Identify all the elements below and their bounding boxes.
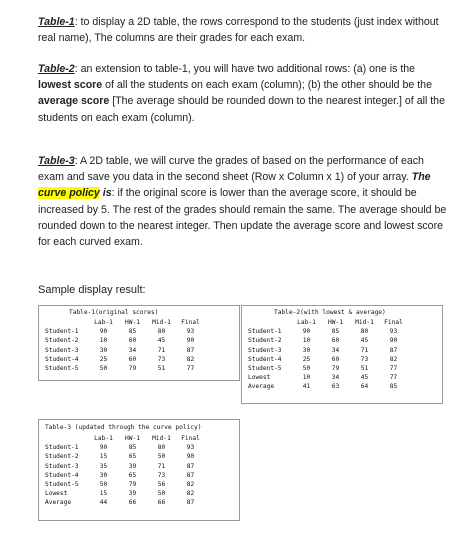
cell: 65 bbox=[128, 471, 137, 479]
row-label: Average bbox=[248, 383, 275, 391]
cell: 60 bbox=[331, 355, 340, 363]
header-cell: HW-1 bbox=[125, 435, 140, 442]
paragraph-table1 bbox=[38, 14, 450, 46]
row-label: Student-5 bbox=[248, 365, 282, 373]
table1-title: Table-1(original scores) bbox=[69, 309, 159, 316]
row-label: Student-3 bbox=[45, 462, 79, 470]
table2-grid bbox=[248, 318, 408, 392]
header-cell: Lab-1 bbox=[297, 319, 316, 326]
table-header-row bbox=[45, 318, 205, 327]
cell: 25 bbox=[302, 355, 311, 363]
bold-average-score: average score bbox=[38, 95, 110, 108]
row-label: Student-2 bbox=[248, 337, 282, 345]
header-cell: Final bbox=[181, 435, 200, 442]
paragraph-text: : to display a 2D table, the rows correspond to the students (just index without real name), The columns are their grades for each exam. bbox=[38, 16, 439, 45]
bold-lowest-score: lowest score bbox=[38, 79, 103, 92]
cell: 87 bbox=[186, 499, 195, 507]
highlight-curve-policy: curve policy bbox=[38, 187, 100, 200]
cell: 79 bbox=[128, 481, 137, 489]
cell: 71 bbox=[157, 346, 166, 354]
bold-is: is bbox=[99, 187, 112, 200]
table1-screenshot bbox=[38, 305, 240, 381]
cell: 50 bbox=[99, 481, 108, 489]
table-row-average bbox=[248, 382, 408, 391]
cell: 45 bbox=[360, 337, 369, 345]
row-label: Student-4 bbox=[248, 355, 282, 363]
cell: 73 bbox=[157, 471, 166, 479]
row-label: Student-4 bbox=[45, 471, 79, 479]
cell: 80 bbox=[157, 328, 166, 336]
cell: 90 bbox=[99, 328, 108, 336]
table-row bbox=[248, 364, 408, 373]
header-cell: Final bbox=[181, 319, 200, 326]
table-row bbox=[45, 443, 205, 452]
cell: 10 bbox=[99, 337, 108, 345]
cell: 85 bbox=[128, 444, 137, 452]
cell: 90 bbox=[186, 453, 195, 461]
table3-grid bbox=[45, 434, 205, 508]
header-cell: Lab-1 bbox=[94, 319, 113, 326]
header-cell: Mid-1 bbox=[152, 319, 171, 326]
row-label: Student-5 bbox=[45, 481, 79, 489]
cell: 60 bbox=[128, 337, 137, 345]
row-label: Student-4 bbox=[45, 355, 79, 363]
cell: 82 bbox=[186, 355, 195, 363]
cell: 90 bbox=[302, 328, 311, 336]
paragraph-table3 bbox=[38, 153, 450, 250]
header-cell bbox=[45, 318, 89, 327]
row-label: Student-1 bbox=[248, 328, 282, 336]
row-label: Student-2 bbox=[45, 453, 79, 461]
cell: 77 bbox=[389, 374, 398, 382]
table3-screenshot bbox=[38, 419, 240, 521]
cell: 60 bbox=[331, 337, 340, 345]
cell: 90 bbox=[389, 337, 398, 345]
cell: 77 bbox=[186, 365, 195, 373]
heading-table2: Table-2 bbox=[38, 63, 75, 75]
cell: 10 bbox=[302, 337, 311, 345]
cell: 82 bbox=[186, 481, 195, 489]
table-row bbox=[45, 336, 205, 345]
paragraph-text: [The average should be rounded down to the nearest integer.] of all the students on each exam (column). bbox=[38, 95, 445, 124]
table-row bbox=[248, 327, 408, 336]
cell: 65 bbox=[128, 453, 137, 461]
cell: 51 bbox=[360, 365, 369, 373]
row-label: Lowest bbox=[45, 490, 68, 498]
cell: 15 bbox=[99, 453, 108, 461]
cell: 34 bbox=[331, 346, 340, 354]
table-row bbox=[248, 336, 408, 345]
paragraph-text: : an extension to table-1, you will have two additional rows: (a) one is the bbox=[74, 63, 416, 75]
cell: 34 bbox=[128, 346, 137, 354]
table-row bbox=[45, 364, 205, 373]
row-label: Student-2 bbox=[45, 337, 79, 345]
cell: 30 bbox=[99, 346, 108, 354]
cell: 93 bbox=[389, 328, 398, 336]
cell: 77 bbox=[389, 365, 398, 373]
cell: 90 bbox=[99, 444, 108, 452]
cell: 44 bbox=[99, 499, 108, 507]
cell: 80 bbox=[157, 444, 166, 452]
table-row bbox=[45, 480, 205, 489]
table-row bbox=[248, 355, 408, 364]
table-row bbox=[45, 452, 205, 461]
cell: 79 bbox=[331, 365, 340, 373]
header-cell bbox=[248, 318, 292, 327]
cell: 64 bbox=[360, 383, 369, 391]
cell: 35 bbox=[99, 462, 108, 470]
cell: 85 bbox=[389, 383, 398, 391]
header-cell: HW-1 bbox=[125, 319, 140, 326]
sample-display-label: Sample display result: bbox=[38, 284, 146, 296]
table-row-lowest bbox=[248, 373, 408, 382]
table3-title: Table-3 (updated through the curve policy) bbox=[45, 424, 202, 431]
paragraph-text: : A 2D table, we will curve the grades of based on the performance of each exam and save you data in the second sheet (Row x Column x 1) of your array. bbox=[38, 155, 424, 184]
cell: 51 bbox=[157, 365, 166, 373]
table-row bbox=[45, 462, 205, 471]
cell: 90 bbox=[186, 337, 195, 345]
row-label: Student-1 bbox=[45, 444, 79, 452]
cell: 87 bbox=[186, 346, 195, 354]
cell: 63 bbox=[331, 383, 340, 391]
cell: 50 bbox=[157, 453, 166, 461]
cell: 39 bbox=[128, 490, 137, 498]
row-label: Student-3 bbox=[248, 346, 282, 354]
cell: 30 bbox=[302, 346, 311, 354]
cell: 45 bbox=[360, 374, 369, 382]
table-header-row bbox=[45, 434, 205, 443]
cell: 73 bbox=[360, 355, 369, 363]
table-row bbox=[45, 355, 205, 364]
paragraph-text: of all the students on each exam (column); (b) the other should be the bbox=[102, 79, 432, 92]
header-cell: HW-1 bbox=[328, 319, 343, 326]
table-row bbox=[45, 327, 205, 336]
table1-grid bbox=[45, 318, 205, 373]
cell: 50 bbox=[99, 365, 108, 373]
cell: 66 bbox=[157, 499, 166, 507]
cell: 71 bbox=[360, 346, 369, 354]
paragraph-table2 bbox=[38, 61, 450, 126]
cell: 87 bbox=[186, 462, 195, 470]
cell: 73 bbox=[157, 355, 166, 363]
cell: 39 bbox=[128, 462, 137, 470]
cell: 30 bbox=[99, 471, 108, 479]
cell: 71 bbox=[157, 462, 166, 470]
header-cell: Final bbox=[384, 319, 403, 326]
cell: 85 bbox=[128, 328, 137, 336]
cell: 50 bbox=[157, 490, 166, 498]
cell: 15 bbox=[99, 490, 108, 498]
cell: 10 bbox=[302, 374, 311, 382]
row-label: Student-5 bbox=[45, 365, 79, 373]
header-cell: Mid-1 bbox=[152, 435, 171, 442]
row-label: Student-1 bbox=[45, 328, 79, 336]
table-row-average bbox=[45, 498, 205, 507]
table-row-lowest bbox=[45, 489, 205, 498]
cell: 45 bbox=[157, 337, 166, 345]
table2-screenshot bbox=[241, 305, 443, 404]
table-row bbox=[45, 471, 205, 480]
cell: 56 bbox=[157, 481, 166, 489]
header-cell: Mid-1 bbox=[355, 319, 374, 326]
cell: 25 bbox=[99, 355, 108, 363]
cell: 34 bbox=[331, 374, 340, 382]
table-row bbox=[248, 346, 408, 355]
cell: 66 bbox=[128, 499, 137, 507]
cell: 79 bbox=[128, 365, 137, 373]
header-cell bbox=[45, 434, 89, 443]
row-label: Student-3 bbox=[45, 346, 79, 354]
table2-title: Table-2(with lowest & average) bbox=[274, 309, 386, 316]
cell: 50 bbox=[302, 365, 311, 373]
cell: 85 bbox=[331, 328, 340, 336]
cell: 82 bbox=[186, 490, 195, 498]
bold-the: The bbox=[411, 171, 431, 184]
paragraph-text: : if the original score is lower than the average score, it should be increased by 5. The rest of the grades should remain the same. The average should be rounded down to the nearest integer. Then update the average score and lowest score for each curved exam. bbox=[38, 187, 447, 249]
row-label: Average bbox=[45, 499, 72, 507]
cell: 80 bbox=[360, 328, 369, 336]
cell: 41 bbox=[302, 383, 311, 391]
heading-table3: Table-3 bbox=[38, 155, 75, 167]
cell: 87 bbox=[389, 346, 398, 354]
header-cell: Lab-1 bbox=[94, 435, 113, 442]
row-label: Lowest bbox=[248, 374, 271, 382]
heading-table1: Table-1 bbox=[38, 16, 75, 28]
table-header-row bbox=[248, 318, 408, 327]
cell: 82 bbox=[389, 355, 398, 363]
cell: 87 bbox=[186, 471, 195, 479]
cell: 60 bbox=[128, 355, 137, 363]
table-row bbox=[45, 346, 205, 355]
cell: 93 bbox=[186, 444, 195, 452]
cell: 93 bbox=[186, 328, 195, 336]
